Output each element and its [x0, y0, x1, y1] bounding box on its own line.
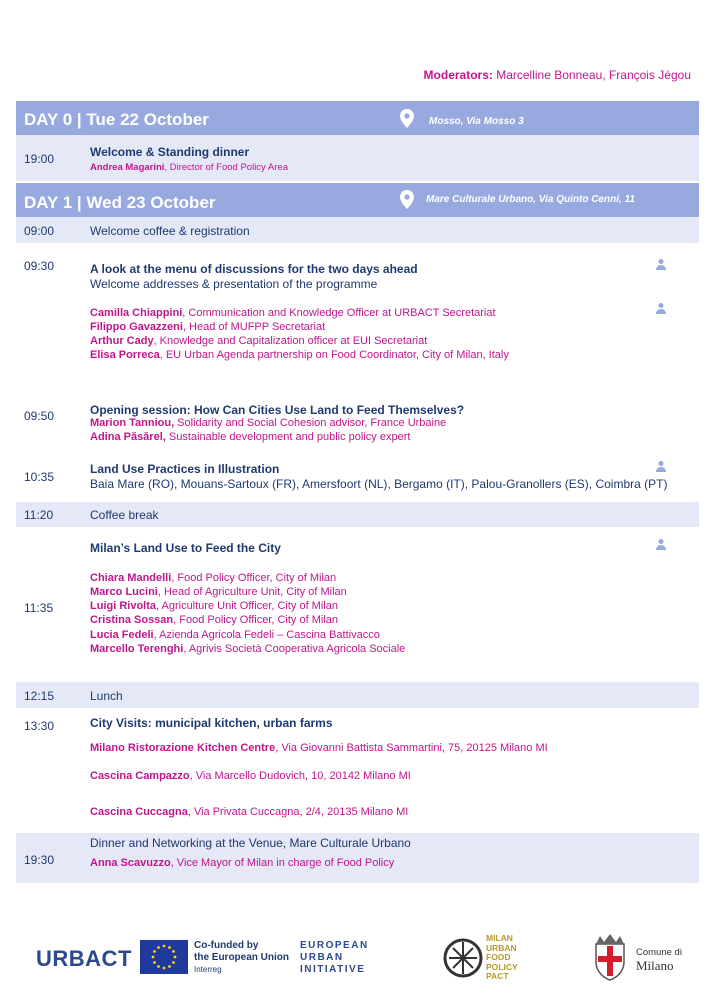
location-pin-icon [400, 109, 414, 128]
day1-location: Mare Culturale Urbano, Via Quinto Cenni, 11 [426, 194, 635, 205]
moderators-label: Moderators: [423, 68, 493, 82]
speaker-line [90, 586, 347, 598]
eu-cofunded-text [194, 940, 289, 976]
place-name: Cascina Campazzo [90, 770, 190, 782]
visits-time: 13:30 [24, 719, 55, 733]
day0-welcome-title: Welcome & Standing dinner [90, 145, 250, 159]
place-name: Milano Ristorazione Kitchen Centre [90, 742, 276, 754]
coffee-break-time: 11:20 [24, 508, 54, 522]
speaker-role: , Azienda Agricola Fedeli – Cascina Battivacco [153, 629, 380, 641]
milan-title: Milan’s Land Use to Feed the City [90, 541, 281, 555]
speaker-name: Lucia Fedeli [90, 629, 154, 641]
visit-place [90, 770, 411, 782]
speaker-name: Camilla Chiappini [90, 307, 183, 319]
speaker-name: Anna Scavuzzo [90, 857, 171, 869]
day0-welcome-speaker [90, 162, 288, 173]
day0-title: DAY 0 | Tue 22 October [24, 110, 209, 129]
moderators-names: Marcelline Bonneau, François Jégou [492, 68, 691, 82]
speaker-role: Sustainable development and public policy expert [165, 431, 411, 443]
day0-welcome-time: 19:00 [24, 152, 55, 166]
location-pin-icon [400, 190, 414, 209]
speaker-role: , Head of Agriculture Unit, City of Milan [157, 586, 347, 598]
speaker-line [90, 629, 380, 641]
speaker-line [90, 307, 496, 319]
speaker-role: , Food Policy Officer, City of Milan [171, 572, 337, 584]
speaker-role: , Agrivis Società Cooperativa Agricola Sociale [183, 643, 406, 655]
menu-time: 09:30 [24, 259, 55, 273]
speaker-role: , Agriculture Unit Officer, City of Milan [156, 600, 338, 612]
lunch-time: 12:15 [24, 689, 55, 703]
mufpp-line: MILAN [486, 933, 513, 943]
comune-logo-text [636, 946, 682, 972]
mufpp-logo-text [486, 934, 518, 982]
lunch-text: Lunch [90, 689, 123, 703]
mufpp-line: FOOD [486, 952, 511, 962]
eu-cofunded-line: the European Union [194, 952, 289, 963]
speaker-line [90, 335, 427, 347]
menu-title: A look at the menu of discussions for the two days ahead [90, 262, 418, 276]
moderators-line [424, 68, 691, 82]
interreg-label: Interreg [194, 965, 222, 974]
day0-header [16, 101, 699, 135]
landuse-time: 10:35 [24, 470, 55, 484]
person-icon [655, 258, 667, 270]
speaker-name: Adina Păsărel, [90, 431, 166, 443]
coffee-break-text: Coffee break [90, 508, 159, 522]
eui-line: INITIATIVE [300, 964, 366, 975]
mufpp-line: URBAN [486, 942, 517, 953]
speaker-name: Cristina Sossan [90, 614, 174, 626]
place-name: Cascina Cuccagna [90, 806, 188, 818]
urbact-logo: URBACT [36, 946, 132, 971]
menu-subtitle: Welcome addresses & presentation of the programme [90, 277, 378, 291]
opening-title: Opening session: How Can Cities Use Land to Feed Themselves? [90, 403, 465, 417]
comune-line: Comune di [636, 947, 682, 958]
eu-cofunded-line: Co-funded by [194, 940, 259, 951]
speaker-line [90, 349, 509, 361]
milan-time: 11:35 [24, 601, 54, 615]
speaker-role: , Head of MUFPP Secretariat [182, 321, 326, 333]
landuse-title: Land Use Practices in Illustration [90, 462, 280, 476]
speaker-role: , Director of Food Policy Area [164, 162, 288, 173]
speaker-role: , Food Policy Officer, City of Milan [173, 614, 338, 626]
welcome-coffee-text: Welcome coffee & registration [90, 224, 250, 238]
speaker-line [90, 600, 338, 612]
speaker-role: , Vice Mayor of Milan in charge of Food Policy [170, 857, 395, 869]
speaker-role: , EU Urban Agenda partnership on Food Coordinator, City of Milan, Italy [159, 349, 509, 361]
person-icon [655, 460, 667, 472]
eui-line: EUROPEAN [300, 940, 369, 951]
eu-flag-icon [140, 940, 188, 974]
speaker-line [90, 417, 446, 429]
day1-header [16, 183, 699, 217]
visit-place [90, 742, 548, 754]
visit-place [90, 806, 408, 818]
speaker-name: Chiara Mandelli [90, 572, 172, 584]
person-icon [655, 538, 667, 550]
footer-logos [0, 930, 707, 990]
day0-location: Mosso, Via Mosso 3 [429, 116, 524, 127]
speaker-name: Filippo Gavazzeni [90, 321, 183, 333]
eui-logo [300, 940, 369, 976]
place-address: , Via Marcello Dudovich, 10, 20142 Milano MI [189, 770, 411, 782]
speaker-name: Marco Lucini [90, 586, 158, 598]
speaker-line [90, 643, 405, 655]
milano-coat-of-arms-icon [588, 934, 632, 982]
opening-time: 09:50 [24, 409, 55, 423]
speaker-line [90, 572, 336, 584]
speaker-role: , Knowledge and Capitalization officer at EUI Secretariat [153, 335, 428, 347]
speaker-role: Solidarity and Social Cohesion advisor, France Urbaine [174, 417, 447, 429]
speaker-line [90, 614, 338, 626]
speaker-line [90, 431, 410, 443]
speaker-name: Andrea Magarini [90, 162, 165, 173]
dinner-time: 19:30 [24, 853, 55, 867]
day1-title: DAY 1 | Wed 23 October [24, 193, 216, 212]
speaker-name: Marion Tanniou, [90, 417, 175, 429]
mufpp-mark-icon [443, 936, 483, 980]
speaker-line [90, 321, 325, 333]
eui-line: URBAN [300, 952, 344, 963]
welcome-coffee-time: 09:00 [24, 224, 55, 238]
person-icon [655, 302, 667, 314]
dinner-text: Dinner and Networking at the Venue, Mare Culturale Urbano [90, 836, 411, 850]
mufpp-line: PACT [486, 971, 509, 981]
speaker-name: Arthur Cady [90, 335, 154, 347]
place-address: , Via Privata Cuccagna, 2/4, 20135 Milano MI [187, 806, 409, 818]
speaker-role: , Communication and Knowledge Officer at URBACT Secretariat [182, 307, 496, 319]
place-address: , Via Giovanni Battista Sammartini, 75, 20125 Milano MI [275, 742, 548, 754]
landuse-cities: Baia Mare (RO), Mouans-Sartoux (FR), Amersfoort (NL), Bergamo (IT), Palou-Granollers (ES), Coimbra (PT) [90, 477, 668, 491]
mufpp-line: POLICY [486, 961, 518, 972]
speaker-name: Marcello Terenghi [90, 643, 184, 655]
speaker-line [90, 857, 394, 869]
speaker-name: Elisa Porreca [90, 349, 160, 361]
speaker-name: Luigi Rivolta [90, 600, 156, 612]
visits-title: City Visits: municipal kitchen, urban farms [90, 716, 333, 730]
comune-line: Milano [636, 958, 674, 973]
